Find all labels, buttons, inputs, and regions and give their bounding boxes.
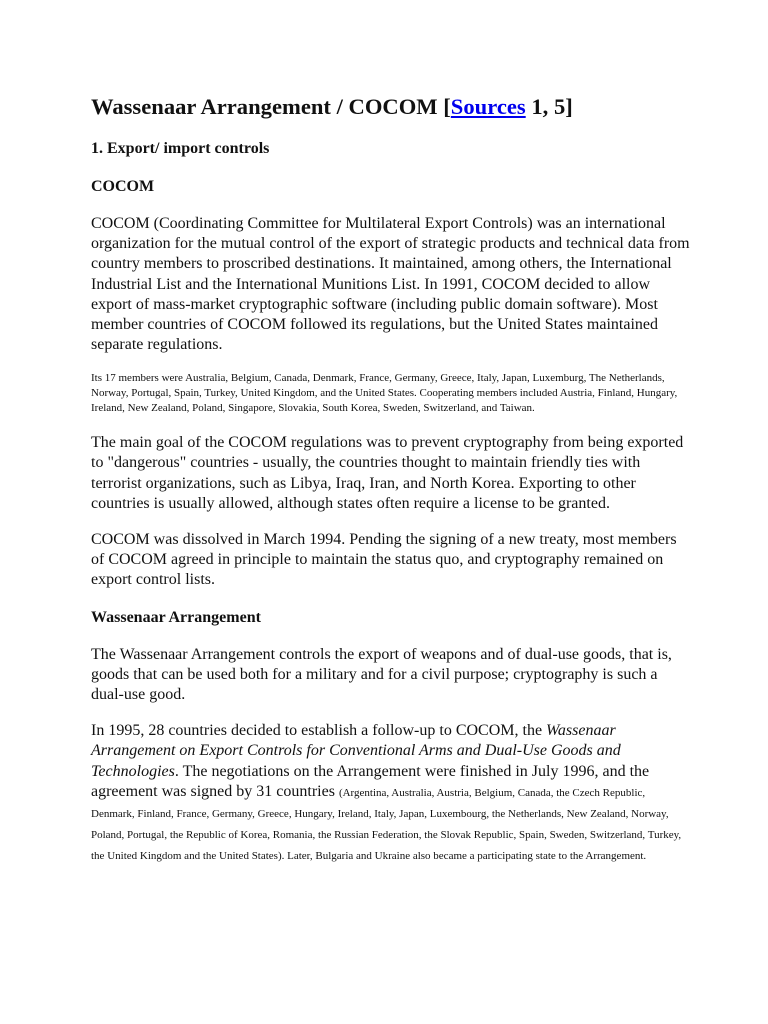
signatory-countries-list: (Argentina, Australia, Austria, Belgium, Canada, the Czech Republic, Denmark, Finland, France, Germany, Greece, Hungary, Ireland, Italy, Japan, Luxembourg, the Netherlands, New Zealand, Norway, Poland, Portugal, the Republic of Korea, Romania, the Russian Federation, the Slovak Republic, Spain, Sweden, Switzerland, Turkey, the United Kingdom and the United States). Later, Bulgaria and Ukraine also became a participating state to the Arrangement. <box>91 786 682 863</box>
wassenaar-arrangement-title: Wassenaar Arrangement on Export Controls for Conventional Arms and Dual-Use Goods and Technologies <box>91 722 621 780</box>
cocom-members-note: Its 17 members were Australia, Belgium, Canada, Denmark, France, Germany, Greece, Italy, Japan, Luxemburg, The Netherlands, Norway, Portugal, Spain, Turkey, United Kingdom, and the United States. Cooperating members included Austria, Finland, Hungary, Ireland, New Zealand, Poland, Singapore, Slovakia, South Korea, Sweden, Switzerland, and Taiwan. <box>91 372 678 414</box>
sources-link[interactable]: Sources <box>450 94 526 119</box>
cocom-paragraph-2: The main goal of the COCOM regulations was to prevent cryptography from being exported to "dangerous" countries - usually, the countries thought to maintain friendly ties with terrorist organizations, such as Libya, Iraq, Iran, and North Korea. Exporting to other countries is usually allowed, although states often require a license to be granted. <box>91 434 684 512</box>
wassenaar-text-before: In 1995, 28 countries decided to establish a follow-up to COCOM, the <box>91 722 547 740</box>
wassenaar-paragraph-1: The Wassenaar Arrangement controls the export of weapons and of dual-use goods, that is, goods that can be used both for a military and for a civil purpose; cryptography is such a dual-use good. <box>91 645 672 704</box>
document-page <box>91 92 691 883</box>
page-title <box>91 92 691 122</box>
cocom-paragraph-3: COCOM was dissolved in March 1994. Pending the signing of a new treaty, most members of COCOM agreed in principle to maintain the status quo, and cryptography remained on export control lists. <box>91 531 677 589</box>
wassenaar-heading: Wassenaar Arrangement <box>91 608 261 626</box>
cocom-heading: COCOM <box>91 178 155 195</box>
title-suffix: 1, 5] <box>525 94 573 119</box>
title-prefix: Wassenaar Arrangement / COCOM [ <box>91 94 451 119</box>
section-heading-export-import: 1. Export/ import controls <box>91 140 270 157</box>
cocom-paragraph-1: COCOM (Coordinating Committee for Multilateral Export Controls) was an international organization for the mutual control of the export of strategic products and technical data from country members to proscribed destinations. It maintained, among others, the International Industrial List and the International Munitions List. In 1991, COCOM decided to allow export of mass-market cryptographic software (including public domain software). Most member countries of COCOM followed its regulations, but the United States maintained separate regulations. <box>91 215 690 354</box>
wassenaar-text-after: . The negotiations on the Arrangement were finished in July 1996, and the agreement was signed by 31 countries <box>91 762 650 800</box>
wassenaar-paragraph-2 <box>91 721 691 866</box>
